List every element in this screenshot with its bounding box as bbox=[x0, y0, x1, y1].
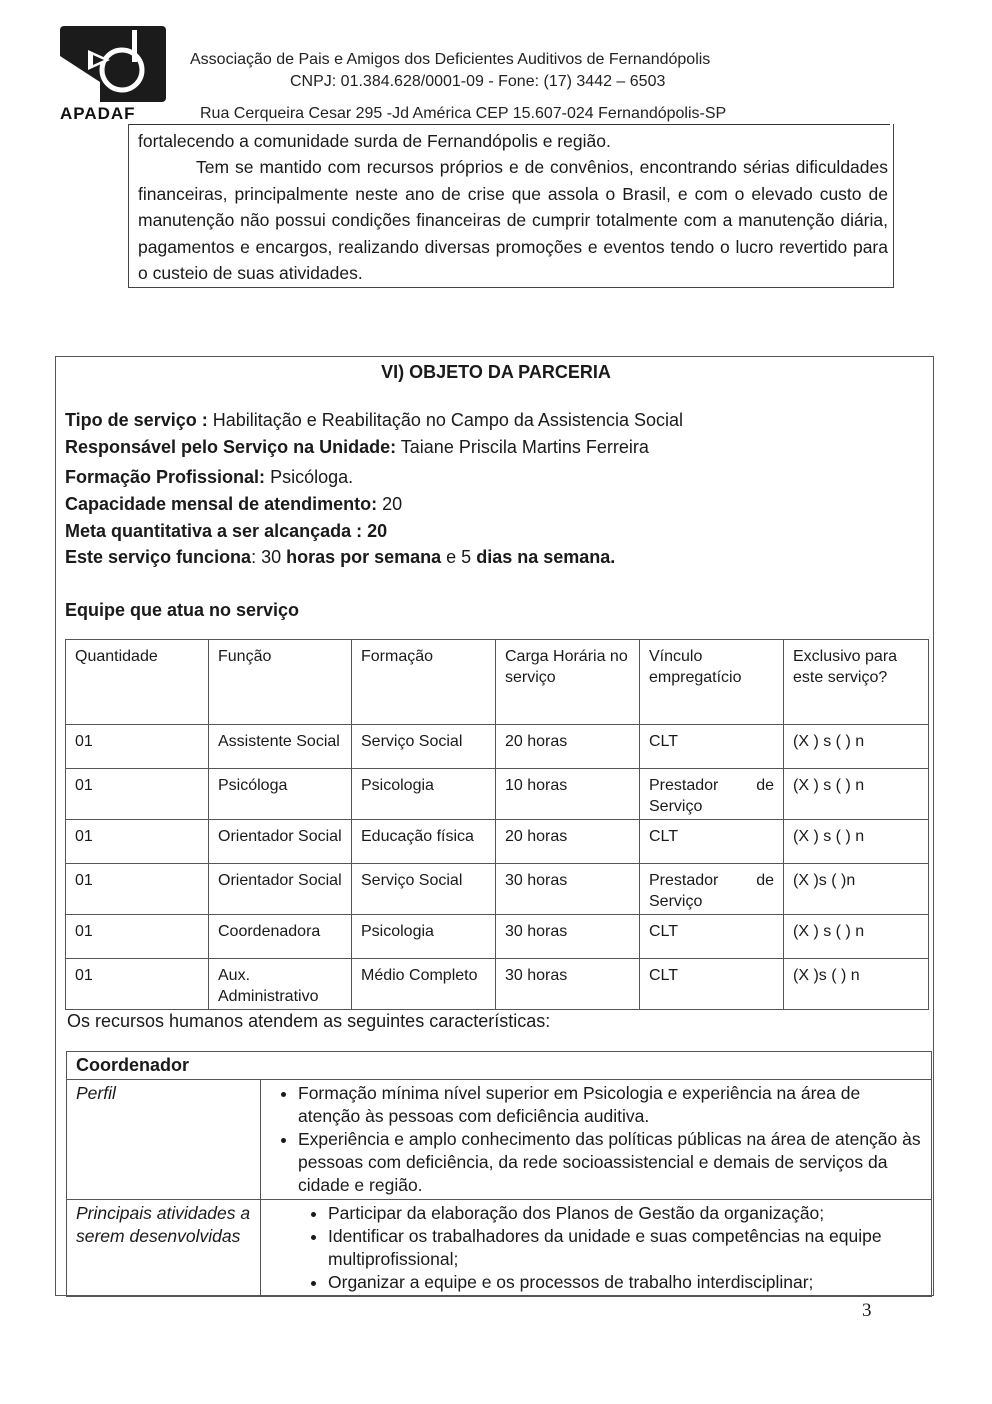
table-row bbox=[66, 820, 929, 864]
coordenador-table bbox=[66, 1051, 932, 1297]
field-label: Responsável pelo Serviço na Unidade: bbox=[65, 437, 397, 457]
cell-formacao: Serviço Social bbox=[352, 725, 496, 769]
cell-vinculo: CLT bbox=[640, 725, 784, 769]
recursos-text: Os recursos humanos atendem as seguintes características: bbox=[67, 1011, 551, 1031]
cell-carga: 30 horas bbox=[496, 915, 640, 959]
header-cell: Carga Horária no serviço bbox=[496, 640, 640, 725]
atividades-list bbox=[270, 1202, 922, 1294]
list-item: • Formação mínima nível superior em Psicologia e experiência na área de atenção às pessoas com deficiência auditiva. bbox=[298, 1082, 922, 1128]
cell-carga: 20 horas bbox=[496, 820, 640, 864]
logo-text: APADAF bbox=[60, 104, 136, 123]
cell-qtd: 01 bbox=[66, 820, 209, 864]
table-row bbox=[66, 915, 929, 959]
field-value: : 30 bbox=[251, 547, 287, 567]
coord-atividades-row bbox=[67, 1200, 932, 1297]
cell-vinculo: CLT bbox=[640, 959, 784, 1010]
field-label: Capacidade mensal de atendimento: bbox=[65, 494, 378, 514]
field-tipo-servico bbox=[65, 410, 683, 431]
org-name: Associação de Pais e Amigos dos Deficientes Auditivos de Fernandópolis bbox=[190, 51, 711, 68]
team-table bbox=[65, 639, 929, 1010]
cell-funcao: Assistente Social bbox=[209, 725, 352, 769]
cell-exclusivo: (X )s ( )n bbox=[784, 864, 929, 915]
header-cell: Exclusivo para este serviço? bbox=[784, 640, 929, 725]
cell-formacao: Serviço Social bbox=[352, 864, 496, 915]
list-item: • Participar da elaboração dos Planos de Gestão da organização; bbox=[328, 1202, 922, 1225]
field-value-bold: dias na semana. bbox=[476, 547, 616, 567]
field-label: Tipo de serviço : bbox=[65, 410, 208, 430]
field-meta bbox=[65, 521, 387, 542]
header-cell: Formação bbox=[352, 640, 496, 725]
cell-carga: 30 horas bbox=[496, 864, 640, 915]
cell-exclusivo: (X ) s ( ) n bbox=[784, 769, 929, 820]
cell-qtd: 01 bbox=[66, 915, 209, 959]
field-value: Psicóloga. bbox=[265, 467, 354, 487]
list-item: • Organizar a equipe e os processos de trabalho interdisciplinar; bbox=[328, 1271, 922, 1294]
cell-carga: 10 horas bbox=[496, 769, 640, 820]
cell-carga: 30 horas bbox=[496, 959, 640, 1010]
intro-paragraph-1: fortalecendo a comunidade surda de Fernandópolis e região. bbox=[138, 131, 611, 151]
coord-header-row bbox=[67, 1052, 932, 1080]
perfil-value bbox=[261, 1080, 932, 1200]
cell-formacao: Educação física bbox=[352, 820, 496, 864]
cell-qtd: 01 bbox=[66, 725, 209, 769]
apadaf-logo bbox=[60, 26, 168, 122]
cell-formacao: Psicologia bbox=[352, 915, 496, 959]
field-label: Formação Profissional: bbox=[65, 467, 266, 487]
header-cell: Função bbox=[209, 640, 352, 725]
coord-perfil-row bbox=[67, 1080, 932, 1200]
intro-box bbox=[128, 124, 894, 288]
cell-exclusivo: (X ) s ( ) n bbox=[784, 820, 929, 864]
perfil-list bbox=[270, 1082, 922, 1197]
field-value: 20 bbox=[377, 494, 403, 514]
field-funcionamento bbox=[65, 547, 615, 568]
page-number: 3 bbox=[862, 1300, 872, 1321]
field-label: Este serviço funciona bbox=[65, 547, 252, 567]
cell-funcao: Orientador Social bbox=[209, 864, 352, 915]
coord-title: Coordenador bbox=[67, 1052, 932, 1080]
cell-formacao: Médio Completo bbox=[352, 959, 496, 1010]
org-address: Rua Cerqueira Cesar 295 -Jd América CEP 15.607-024 Fernandópolis-SP bbox=[200, 105, 727, 122]
field-label: Meta quantitativa a ser alcançada : 20 bbox=[65, 521, 388, 541]
list-item: • Identificar os trabalhadores da unidade e suas competências na equipe multiprofissional; bbox=[328, 1225, 922, 1271]
intro-paragraph-2: Tem se mantido com recursos próprios e de convênios, encontrando sérias dificuldades financeiras, principalmente neste ano de crise que assola o Brasil, e com o elevado custo de manutenção não possui condições financeiras de cumprir totalmente com a manutenção diária, pagamentos e encargos, realizando diversas promoções e eventos tendo o lucro revertido para o custeio de suas atividades. bbox=[138, 157, 888, 283]
field-value-bold: horas por semana bbox=[286, 547, 442, 567]
cell-formacao: Psicologia bbox=[352, 769, 496, 820]
cell-funcao: Psicóloga bbox=[209, 769, 352, 820]
atividades-value bbox=[261, 1200, 932, 1297]
cell-funcao: Aux. Administrativo bbox=[209, 959, 352, 1010]
header-cell: Vínculo empregatício bbox=[640, 640, 784, 725]
cell-funcao: Orientador Social bbox=[209, 820, 352, 864]
field-value: Habilitação e Reabilitação no Campo da Assistencia Social bbox=[207, 410, 683, 430]
atividades-label: Principais atividades a serem desenvolvidas bbox=[67, 1200, 261, 1297]
field-responsavel bbox=[65, 437, 649, 458]
cell-qtd: 01 bbox=[66, 959, 209, 1010]
table-row bbox=[66, 725, 929, 769]
cell-vinculo: CLT bbox=[640, 820, 784, 864]
table-row bbox=[66, 769, 929, 820]
logo-emblem bbox=[60, 26, 166, 102]
cell-carga: 20 horas bbox=[496, 725, 640, 769]
team-table-header bbox=[66, 640, 929, 725]
field-capacidade bbox=[65, 494, 402, 515]
cell-funcao: Coordenadora bbox=[209, 915, 352, 959]
cell-vinculo: Prestador de Serviço bbox=[640, 864, 784, 915]
list-item: • Experiência e amplo conhecimento das políticas públicas na área de atenção às pessoas com deficiência, da rede socioassistencial e demais de serviços da cidade e região. bbox=[298, 1128, 922, 1197]
perfil-label: Perfil bbox=[67, 1080, 261, 1200]
cell-qtd: 01 bbox=[66, 769, 209, 820]
field-value: Taiane Priscila Martins Ferreira bbox=[396, 437, 649, 457]
cell-exclusivo: (X )s ( ) n bbox=[784, 959, 929, 1010]
field-value: e 5 bbox=[441, 547, 477, 567]
cell-vinculo: CLT bbox=[640, 915, 784, 959]
org-cnpj-phone: CNPJ: 01.384.628/0001-09 - Fone: (17) 3442 – 6503 bbox=[290, 73, 666, 90]
section-title: VI) OBJETO DA PARCERIA bbox=[381, 362, 611, 382]
table-row bbox=[66, 959, 929, 1010]
cell-exclusivo: (X ) s ( ) n bbox=[784, 915, 929, 959]
cell-exclusivo: (X ) s ( ) n bbox=[784, 725, 929, 769]
cell-vinculo: Prestador de Serviço bbox=[640, 769, 784, 820]
cell-qtd: 01 bbox=[66, 864, 209, 915]
equipe-title: Equipe que atua no serviço bbox=[65, 600, 300, 620]
field-formacao bbox=[65, 467, 353, 488]
table-row bbox=[66, 864, 929, 915]
header-cell: Quantidade bbox=[66, 640, 209, 725]
